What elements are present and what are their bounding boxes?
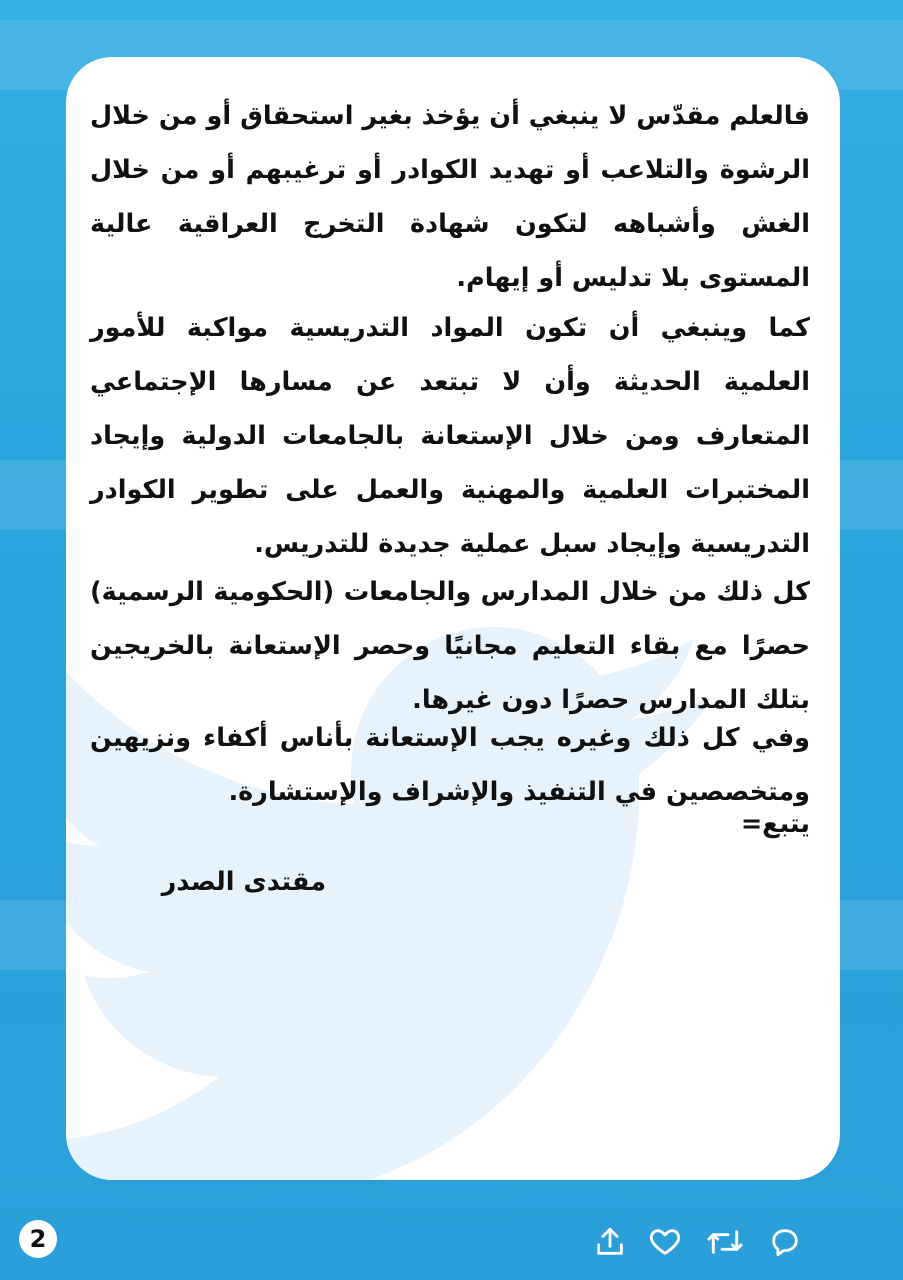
post-paragraph: فالعلم مقدّس لا ينبغي أن يؤخذ بغير استحقاق أو من خلال الرشوة والتلاعب أو تهديد الكوادر أو ترغيبهم أو من خلال الغش وأشباهه لتكون شهادة التخرج العراقية عالية المستوى بلا تدليس أو إيهام. bbox=[90, 101, 810, 293]
reply-button[interactable] bbox=[765, 1222, 805, 1262]
post-card bbox=[66, 57, 840, 1180]
retweet-button[interactable] bbox=[705, 1222, 745, 1262]
signature: مقتدى الصدر bbox=[161, 867, 326, 897]
reply-icon bbox=[768, 1225, 802, 1259]
post-paragraph: كل ذلك من خلال المدارس والجامعات (الحكومية الرسمية) حصرًا مع بقاء التعليم مجانيًا وحصر الإستعانة بالخريجين بتلك المدارس حصرًا دون غيرها. bbox=[90, 577, 810, 715]
like-button[interactable] bbox=[645, 1222, 685, 1262]
share-icon bbox=[593, 1225, 627, 1259]
post-paragraph: كما وينبغي أن تكون المواد التدريسية مواكبة للأمور العلمية الحديثة وأن لا تبتعد عن مسارها الإجتماعي المتعارف ومن خلال الإستعانة بالجامعات الدولية وإيجاد المختبرات العلمية والمهنية والعمل على تطوير الكوادر التدريسية وإيجاد سبل عملية جديدة للتدريس. bbox=[90, 313, 810, 559]
to-be-continued-note: يتبع= bbox=[740, 809, 810, 839]
heart-icon bbox=[648, 1225, 682, 1259]
post-content bbox=[66, 57, 840, 1180]
page-number-badge: 2 bbox=[19, 1220, 57, 1258]
post-paragraph: وفي كل ذلك وغيره يجب الإستعانة بأناس أكفاء ونزيهين ومتخصصين في التنفيذ والإشراف والإستشارة. bbox=[90, 723, 810, 807]
share-button[interactable] bbox=[590, 1222, 630, 1262]
tweet-action-bar bbox=[590, 1222, 805, 1262]
retweet-icon bbox=[706, 1225, 744, 1259]
